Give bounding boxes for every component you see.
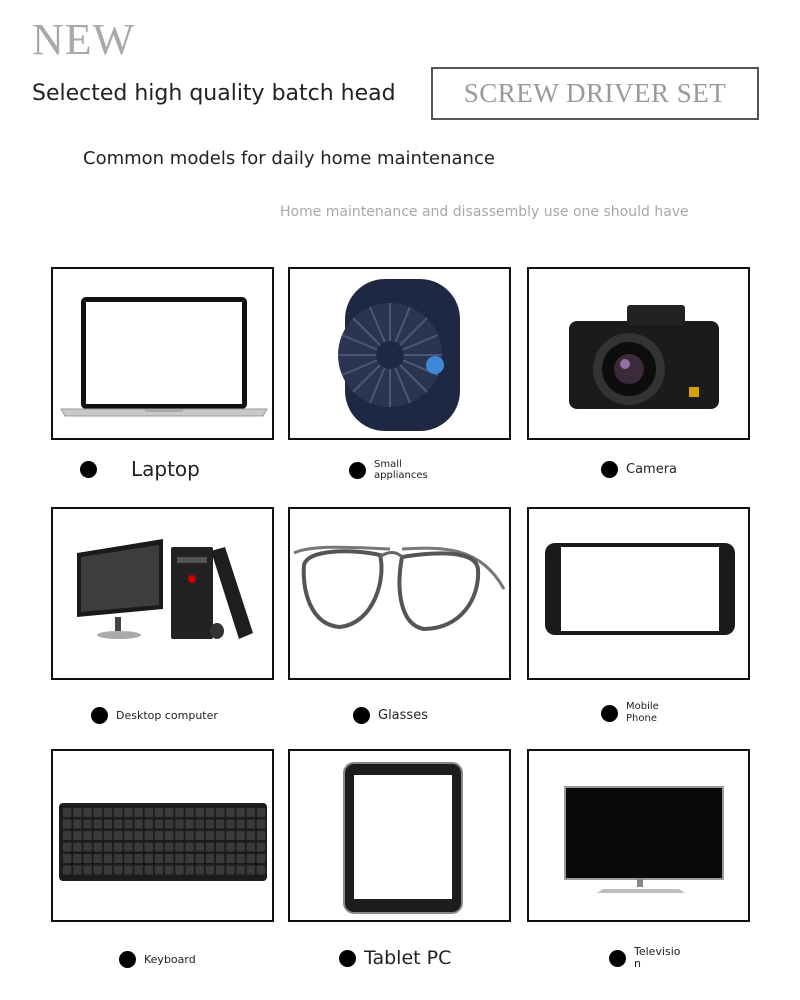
subheadline: Common models for daily home maintenance (83, 148, 495, 169)
caption-small-appliances (349, 459, 436, 481)
caption-text: Desktop computer (116, 709, 218, 722)
tablet-icon (290, 751, 509, 920)
caption-glasses (353, 707, 428, 724)
caption-desktop-computer (91, 707, 218, 724)
bullet-dot (353, 707, 370, 724)
television-icon (529, 751, 748, 920)
device-card-small-appliances (288, 267, 511, 440)
product-name-box (431, 67, 759, 120)
camera-icon (529, 269, 748, 438)
caption-laptop (80, 457, 200, 481)
caption-tablet-pc (339, 947, 451, 969)
mobile-phone-icon (529, 509, 748, 678)
device-card-tablet-pc (288, 749, 511, 922)
caption-text: Laptop (131, 457, 200, 481)
bullet-dot (80, 461, 97, 478)
bullet-dot (339, 950, 356, 967)
caption-television (609, 946, 684, 970)
device-card-desktop-computer (51, 507, 274, 680)
bullet-dot (91, 707, 108, 724)
desktop-computer-icon (53, 509, 272, 678)
device-card-mobile-phone (527, 507, 750, 680)
glasses-icon (290, 509, 509, 678)
laptop-icon (53, 269, 272, 438)
keyboard-icon (53, 751, 272, 920)
device-card-keyboard (51, 749, 274, 922)
new-title: NEW (32, 15, 136, 64)
bullet-dot (349, 462, 366, 479)
device-card-camera (527, 267, 750, 440)
caption-keyboard (119, 951, 196, 968)
device-card-glasses (288, 507, 511, 680)
caption-text: Small appliances (374, 459, 428, 481)
device-card-laptop (51, 267, 274, 440)
caption-text: Camera (626, 462, 678, 477)
caption-text: Keyboard (144, 953, 196, 966)
caption-text: Mobile Phone (626, 701, 659, 724)
bullet-dot (601, 705, 618, 722)
caption-text: Television (634, 945, 681, 970)
bullet-dot (601, 461, 618, 478)
device-card-television (527, 749, 750, 922)
desk-fan-icon (290, 269, 509, 438)
caption-text: Tablet PC (364, 947, 452, 969)
caption-mobile-phone (601, 701, 670, 725)
caption-camera (601, 461, 677, 478)
bullet-dot (119, 951, 136, 968)
product-name: SCREW DRIVER SET (463, 78, 727, 108)
caption-text: Glasses (378, 708, 428, 723)
bullet-dot (609, 950, 626, 967)
headline: Selected high quality batch head (32, 81, 396, 106)
tagline: Home maintenance and disassembly use one should have (280, 204, 689, 220)
